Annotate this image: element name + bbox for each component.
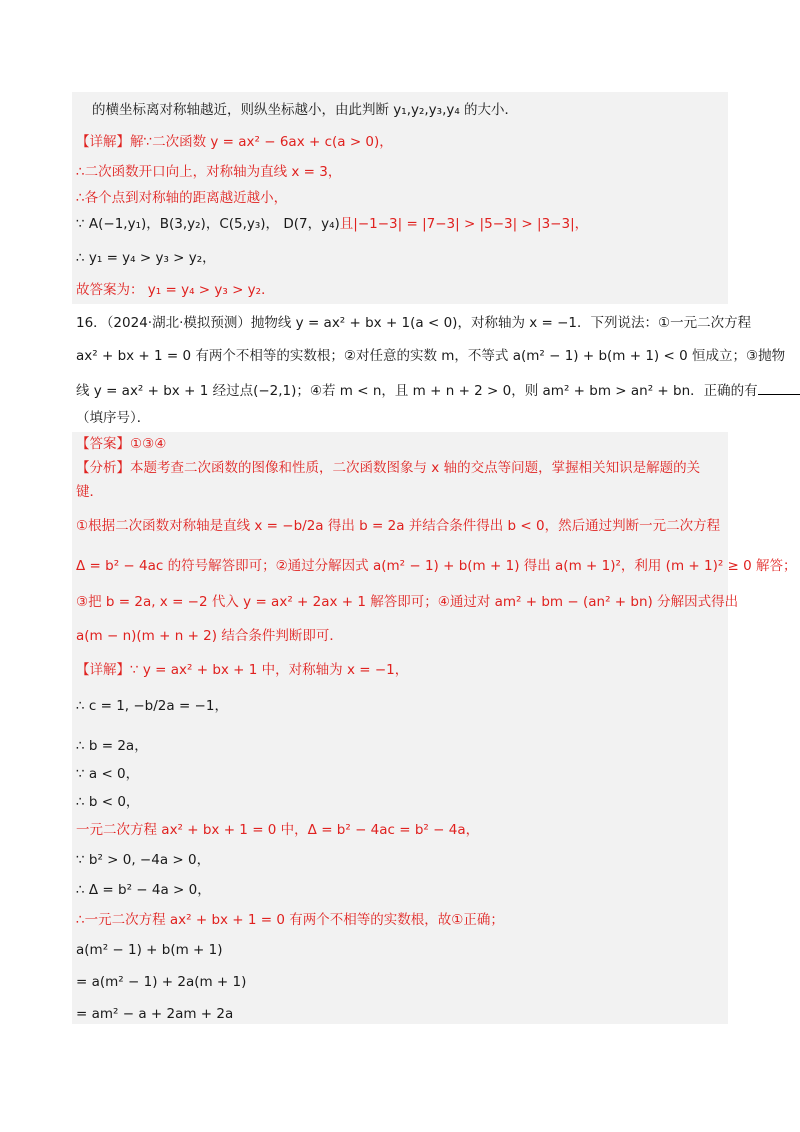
answer-value: ①③④ <box>130 436 167 452</box>
answer-blank <box>758 380 800 395</box>
math-line: ∵ a < 0， <box>76 766 140 782</box>
analysis-line: ③把 b = 2a, x = −2 代入 y = ax² + 2ax + 1 解答即可；④通过对 am² + bm − (an² + bn) 分解因式得出 <box>76 594 739 610</box>
math-line: 一元二次方程 ax² + bx + 1 = 0 中，Δ = b² − 4ac = b² − 4a， <box>76 822 480 838</box>
detail-line <box>76 132 393 152</box>
detail-label: 【详解】 <box>76 134 130 150</box>
analysis-line: ①根据二次函数对称轴是直线 x = −b/2a 得出 b = 2a 并结合条件得出 b < 0，然后通过判断一元二次方程 <box>76 518 721 534</box>
detail-line <box>76 660 408 680</box>
math-line: ∴ Δ = b² − 4a > 0， <box>76 882 211 898</box>
detail-line: ∴二次函数开口向上，对称轴为直线 x = 3， <box>76 164 342 180</box>
conclusion-line: ∴ y₁ = y₄ > y₃ > y₂， <box>76 250 216 266</box>
detail-text: 解∵二次函数 y = ax² − 6ax + c(a > 0)， <box>130 134 393 150</box>
math-line: = a(m² − 1) + 2a(m + 1) <box>76 974 247 990</box>
math-line: ∴ b < 0， <box>76 794 140 810</box>
points-text: ∵ A(−1,y₁)，B(3,y₂)，C(5,y₃)， D(7，y₄) <box>76 216 340 232</box>
math-line: ∴一元二次方程 ax² + bx + 1 = 0 有两个不相等的实数根，故①正确； <box>76 912 504 928</box>
question-line: （填序号）． <box>76 410 151 426</box>
math-line: ∴ b = 2a， <box>76 738 148 754</box>
detail-line: ∴各个点到对称轴的距离越近越小， <box>76 190 288 206</box>
answer-label: 【答案】 <box>76 436 130 452</box>
detail-text: ∵ y = ax² + bx + 1 中，对称轴为 x = −1， <box>130 662 409 678</box>
solution-text-line: 的横坐标离对称轴越近，则纵坐标越小，由此判断 y₁,y₂,y₃,y₄ 的大小． <box>92 102 519 118</box>
question-line: 16．（2024·湖北·模拟预测）抛物线 y = ax² + bx + 1(a < 0)，对称轴为 x = −1．下列说法：①一元二次方程 <box>76 315 752 331</box>
math-line: ∴ c = 1, −b/2a = −1， <box>76 698 228 714</box>
analysis-line: Δ = b² − 4ac 的符号解答即可；②通过分解因式 a(m² − 1) + b(m + 1) 得出 a(m + 1)²，利用 (m + 1)² ≥ 0 解答； <box>76 558 797 574</box>
detail-label: 【详解】 <box>76 662 130 678</box>
question-line: ax² + bx + 1 = 0 有两个不相等的实数根；②对任意的实数 m，不等式 a(m² − 1) + b(m + 1) < 0 恒成立；③抛物 <box>76 348 786 364</box>
math-line: = am² − a + 2am + 2a <box>76 1006 234 1022</box>
analysis-line <box>76 458 700 478</box>
distance-text: 且|−1−3| = |7−3| > |5−3| > |3−3|， <box>339 216 589 232</box>
analysis-label: 【分析】 <box>76 460 130 476</box>
analysis-line: a(m − n)(m + n + 2) 结合条件判断即可． <box>76 628 343 644</box>
question-text: 线 y = ax² + bx + 1 经过点(−2,1)；④若 m < n，且 m + n + 2 > 0，则 am² + bm > an² + bn．正确的有 <box>76 383 758 399</box>
answer-line <box>76 434 166 454</box>
final-answer-line: 故答案为： y₁ = y₄ > y₃ > y₂． <box>76 282 275 298</box>
math-line: a(m² − 1) + b(m + 1) <box>76 942 223 958</box>
points-line <box>76 214 588 234</box>
math-line: ∵ b² > 0, −4a > 0， <box>76 852 211 868</box>
analysis-text: 本题考查二次函数的图像和性质，二次函数图象与 x 轴的交点等问题，掌握相关知识是解题的关 <box>130 460 701 476</box>
question-line <box>76 380 800 401</box>
analysis-line: 键． <box>76 484 103 500</box>
